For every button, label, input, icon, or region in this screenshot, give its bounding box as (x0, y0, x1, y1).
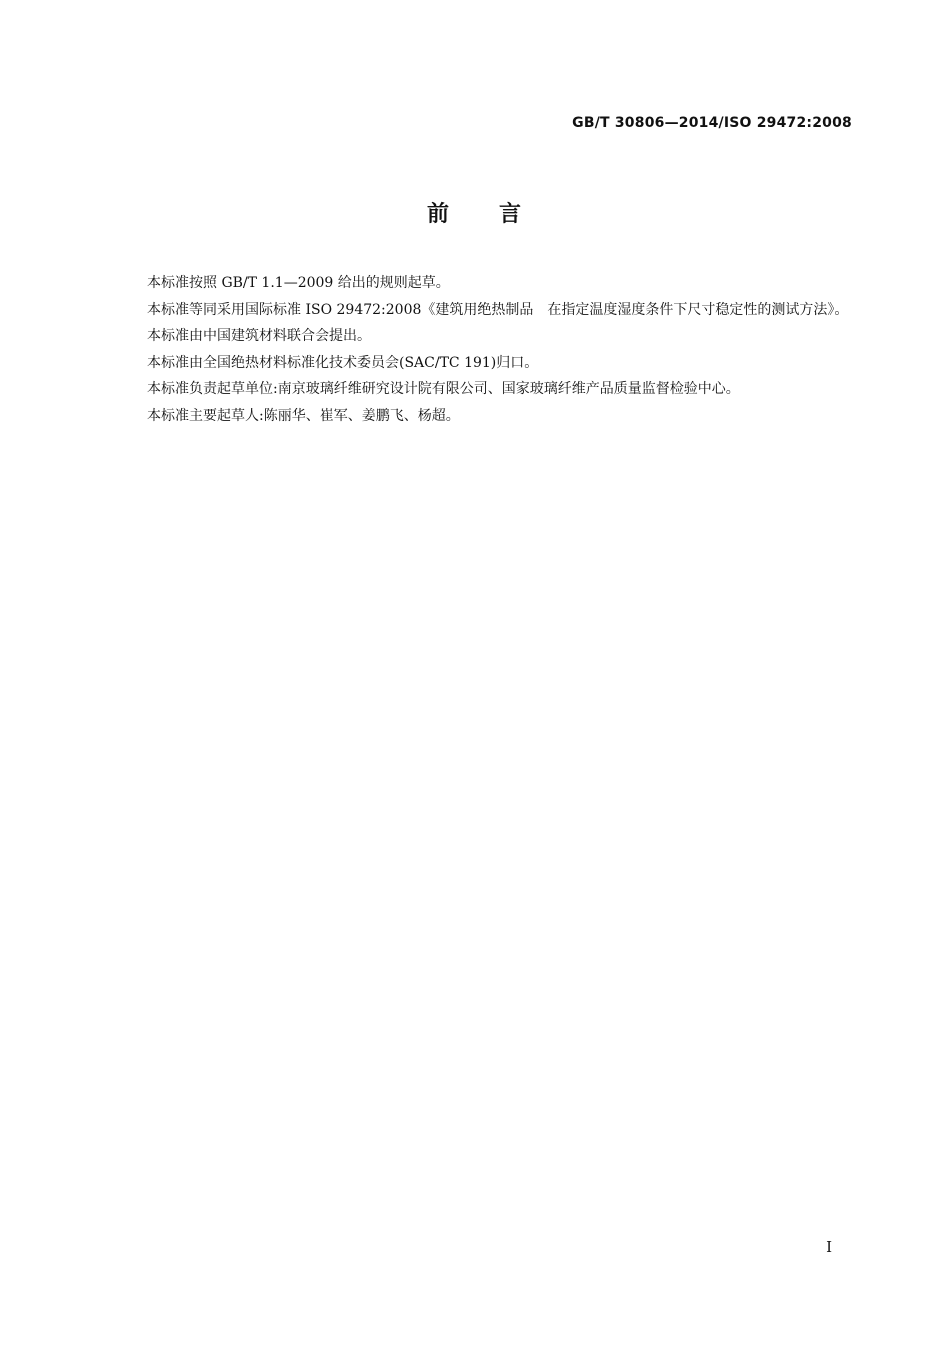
foreword-paragraph: 本标准由全国绝热材料标准化技术委员会(SAC/TC 191)归口。 (147, 354, 539, 371)
foreword-paragraph: 本标准主要起草人:陈丽华、崔军、姜鹏飞、杨超。 (147, 407, 460, 424)
foreword-paragraph: 本标准负责起草单位:南京玻璃纤维研究设计院有限公司、国家玻璃纤维产品质量监督检验中心。 (147, 381, 740, 397)
foreword-body (116, 270, 852, 429)
page-number: I (826, 1238, 832, 1256)
foreword-paragraph: 本标准由中国建筑材料联合会提出。 (147, 328, 371, 344)
foreword-paragraph: 本标准按照 GB/T 1.1—2009 给出的规则起草。 (147, 275, 450, 291)
foreword-paragraph: 本标准等同采用国际标准 ISO 29472:2008《建筑用绝热制品 在指定温度湿度条件下尺寸稳定性的测试方法》。 (147, 301, 849, 318)
standard-code-header: GB/T 30806—2014/ISO 29472:2008 (572, 115, 852, 131)
page-title: 前 言 (426, 202, 523, 227)
